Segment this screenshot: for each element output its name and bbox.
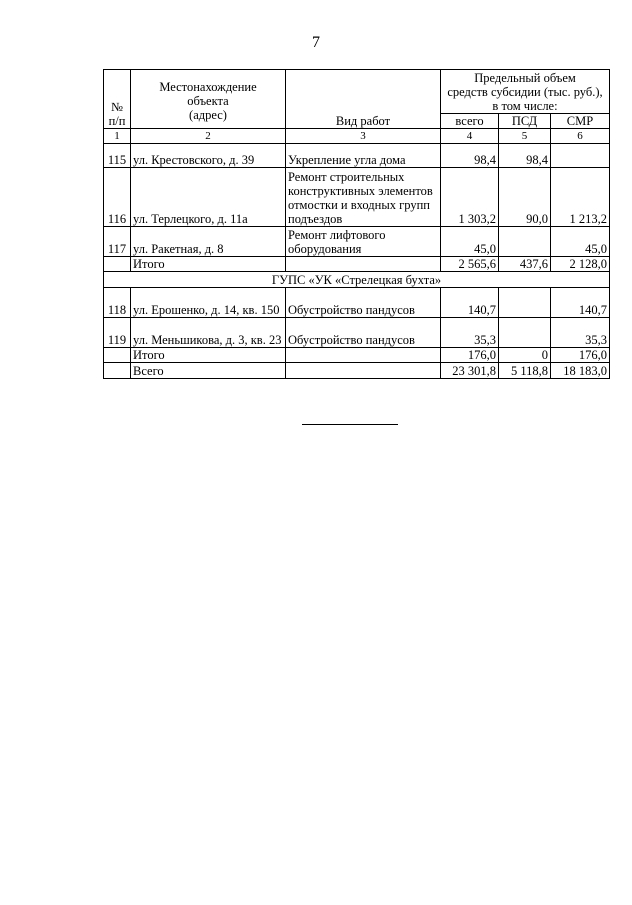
subtotal-row: [104, 348, 610, 363]
subtotal-smr: 2 128,0: [551, 257, 610, 272]
table-row: [104, 227, 610, 257]
row-address: ул. Меньшикова, д. 3, кв. 23: [131, 318, 286, 348]
row-psd: [499, 288, 551, 318]
col-number: 1: [104, 129, 131, 144]
subsidy-table: [103, 69, 610, 379]
header-psd: ПСД: [499, 114, 551, 129]
row-total: 35,3: [441, 318, 499, 348]
row-num: 119: [104, 318, 131, 348]
row-work: Укрепление угла дома: [286, 153, 441, 168]
header-smr: СМР: [551, 114, 610, 129]
row-num: 117: [104, 227, 131, 257]
grand-total-psd: 5 118,8: [499, 363, 551, 379]
row-total: 140,7: [441, 288, 499, 318]
page-number: 7: [312, 34, 320, 51]
row-total: 45,0: [441, 227, 499, 257]
row-work: Ремонт строительных конструктивных элементов отмостки и входных групп подъездов: [286, 168, 441, 227]
row-address: ул. Терлецкого, д. 11а: [131, 168, 286, 227]
header-total: всего: [441, 114, 499, 129]
table-row: [104, 153, 610, 168]
col-number: 4: [441, 129, 499, 144]
col-number: 6: [551, 129, 610, 144]
row-address: ул. Крестовского, д. 39: [131, 153, 286, 168]
col-number: 3: [286, 129, 441, 144]
row-psd: [499, 318, 551, 348]
section-row: [104, 272, 610, 288]
subtotal-row: [104, 257, 610, 272]
row-address: ул. Ерошенко, д. 14, кв. 150: [131, 288, 286, 318]
subtotal-label: Итого: [131, 257, 286, 272]
subtotal-smr: 176,0: [551, 348, 610, 363]
table-row: [104, 168, 610, 227]
row-num: 115: [104, 153, 131, 168]
table-row: [104, 318, 610, 348]
row-total: 1 303,2: [441, 168, 499, 227]
row-num: 116: [104, 168, 131, 227]
row-smr: 1 213,2: [551, 168, 610, 227]
row-total: 98,4: [441, 153, 499, 168]
header-limit: Предельный объем средств субсидии (тыс. руб.), в том числе:: [441, 70, 610, 114]
row-work: Обустройство пандусов: [286, 288, 441, 318]
subtotal-label: Итого: [131, 348, 286, 363]
row-num: 118: [104, 288, 131, 318]
grand-total-smr: 18 183,0: [551, 363, 610, 379]
subtotal-total: 176,0: [441, 348, 499, 363]
subtotal-psd: 437,6: [499, 257, 551, 272]
column-number-row: [104, 129, 610, 144]
spacer-row: [104, 144, 610, 154]
grand-total-label: Всего: [131, 363, 286, 379]
grand-total-row: [104, 363, 610, 379]
row-psd: 98,4: [499, 153, 551, 168]
row-address: ул. Ракетная, д. 8: [131, 227, 286, 257]
col-number: 5: [499, 129, 551, 144]
table-header-row: [104, 70, 610, 114]
row-smr: 45,0: [551, 227, 610, 257]
section-title: ГУПС «УК «Стрелецкая бухта»: [104, 272, 610, 288]
subtotal-total: 2 565,6: [441, 257, 499, 272]
row-smr: 35,3: [551, 318, 610, 348]
row-smr: [551, 153, 610, 168]
table-row: [104, 288, 610, 318]
subtotal-psd: 0: [499, 348, 551, 363]
header-location: Местонахождение объекта (адрес): [131, 70, 286, 129]
closing-rule: [302, 424, 398, 425]
header-work-type: Вид работ: [286, 70, 441, 129]
grand-total-total: 23 301,8: [441, 363, 499, 379]
row-smr: 140,7: [551, 288, 610, 318]
row-work: Обустройство пандусов: [286, 318, 441, 348]
row-psd: [499, 227, 551, 257]
col-number: 2: [131, 129, 286, 144]
header-num: № п/п: [104, 70, 131, 129]
row-psd: 90,0: [499, 168, 551, 227]
row-work: Ремонт лифтового оборудования: [286, 227, 441, 257]
